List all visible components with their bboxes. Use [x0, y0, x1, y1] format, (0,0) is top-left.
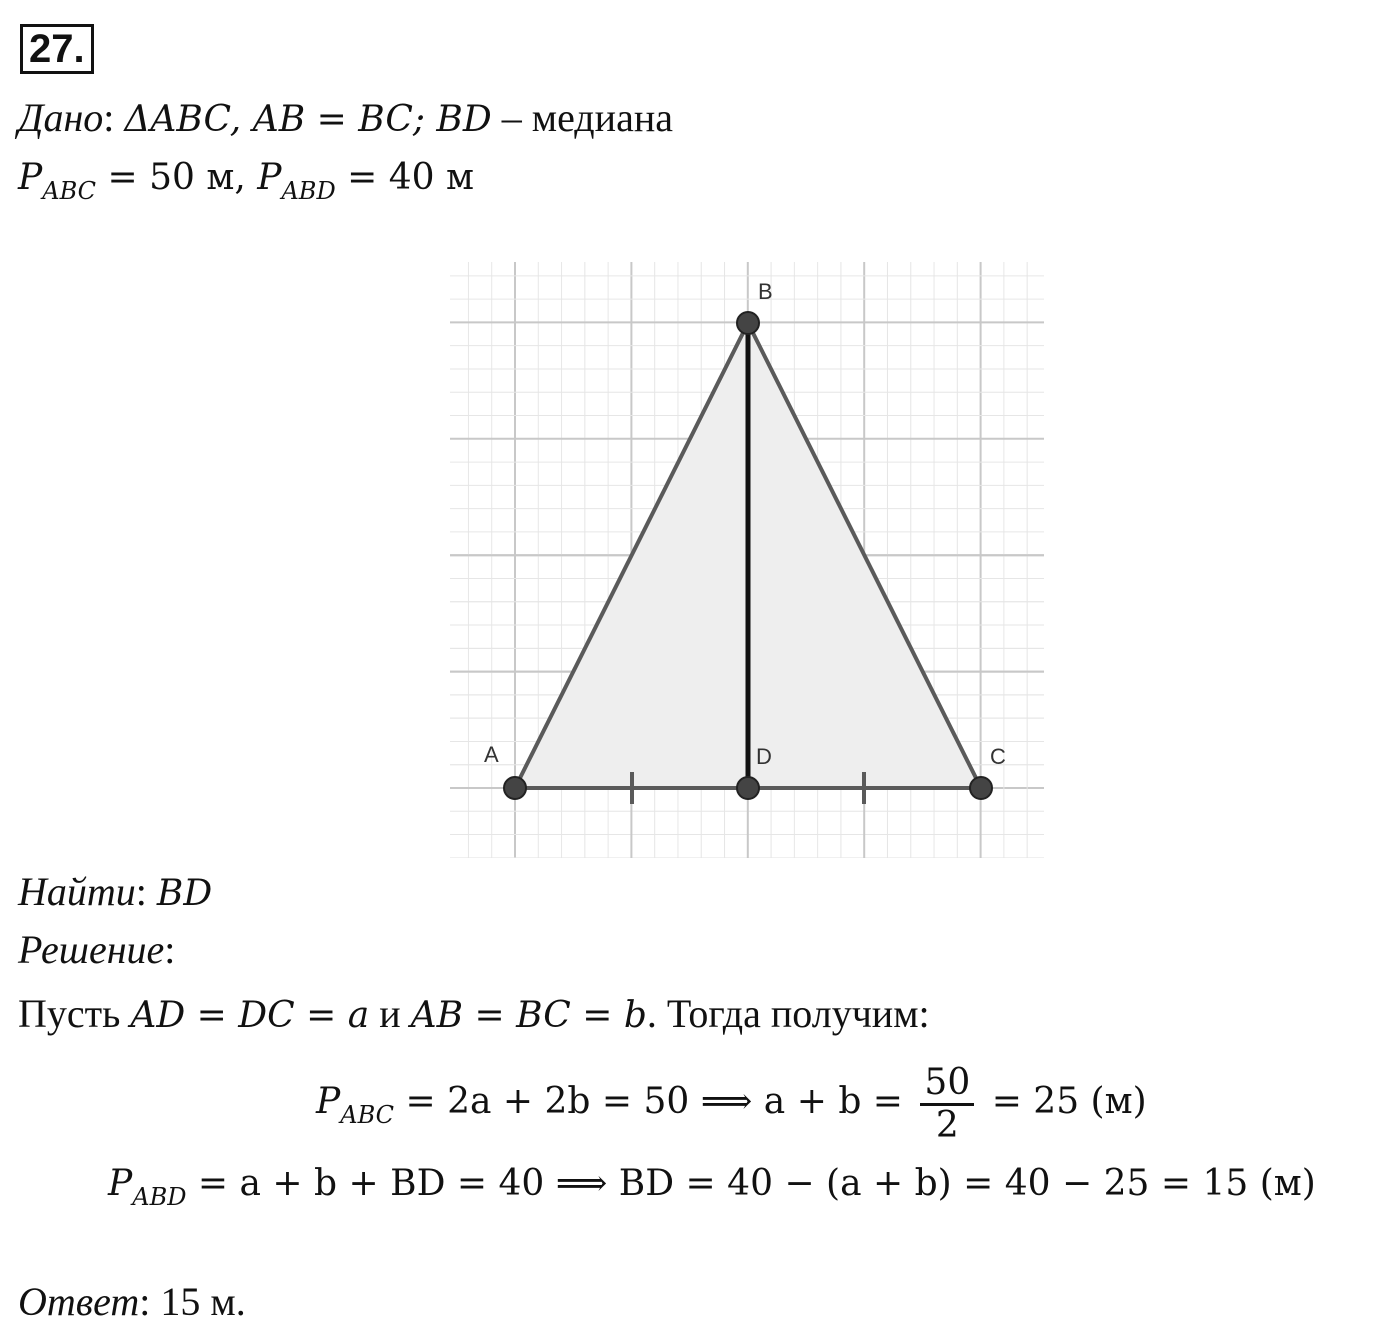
fraction-numerator: 50: [920, 1063, 974, 1106]
find-label: Найти: [18, 869, 136, 914]
label-c: C: [990, 744, 1006, 769]
label-b: B: [758, 279, 773, 304]
solution-label: Решение: [18, 927, 165, 972]
label-a: A: [484, 742, 499, 767]
given-statement: ΔABC, AB = BC; BD: [124, 99, 492, 140]
eq1-lhs: = 2a + 2b = 50 ⟹ a + b =: [405, 1081, 903, 1122]
find-value: BD: [156, 873, 213, 914]
point-b: [737, 312, 759, 334]
given-line-2: $P_{ABC} = 50$ м, $P_{ABD} = 40$ м: [18, 157, 475, 205]
given-line-1: Дано: ΔABC, AB = BC; BD – медиана: [18, 95, 673, 140]
answer-value: 15 м.: [160, 1279, 246, 1324]
answer-label: Ответ: [18, 1279, 140, 1324]
fraction: [920, 1063, 974, 1146]
eq2-text: = a + b + BD = 40 ⟹ BD = 40 − (a + b) = 40 − 25 = 15 (м): [197, 1163, 1316, 1204]
equation-2: $P_{ABD} = a + b$ + BD = 40 ⟹ BD = 40 − (a + b) = 40 − 25 = 15 (м): [108, 1163, 1316, 1211]
problem-number: 27.: [20, 24, 94, 74]
point-d: [737, 777, 759, 799]
triangle-figure: [450, 262, 1044, 858]
eq1-rhs: = 25 (м): [991, 1081, 1147, 1122]
point-c: [970, 777, 992, 799]
point-a: [504, 777, 526, 799]
given-label: Дано: [18, 95, 104, 140]
label-d: D: [756, 744, 772, 769]
given-tail: – медиана: [501, 95, 673, 140]
answer-line: Ответ: 15 м.: [18, 1279, 246, 1324]
fraction-denominator: 2: [935, 1104, 959, 1146]
solution-intro: Пусть AD = DC = a и AB = BC = b. Тогда получим:: [18, 991, 930, 1036]
solution-heading: Решение:: [18, 927, 176, 972]
find-line: Найти: BD: [18, 869, 213, 914]
equation-1: $P_{ABC} = 2a + 2b = 50$ ⟹ a + b = $\frac{50}{2}$ = 25 (м): [316, 1061, 1147, 1146]
